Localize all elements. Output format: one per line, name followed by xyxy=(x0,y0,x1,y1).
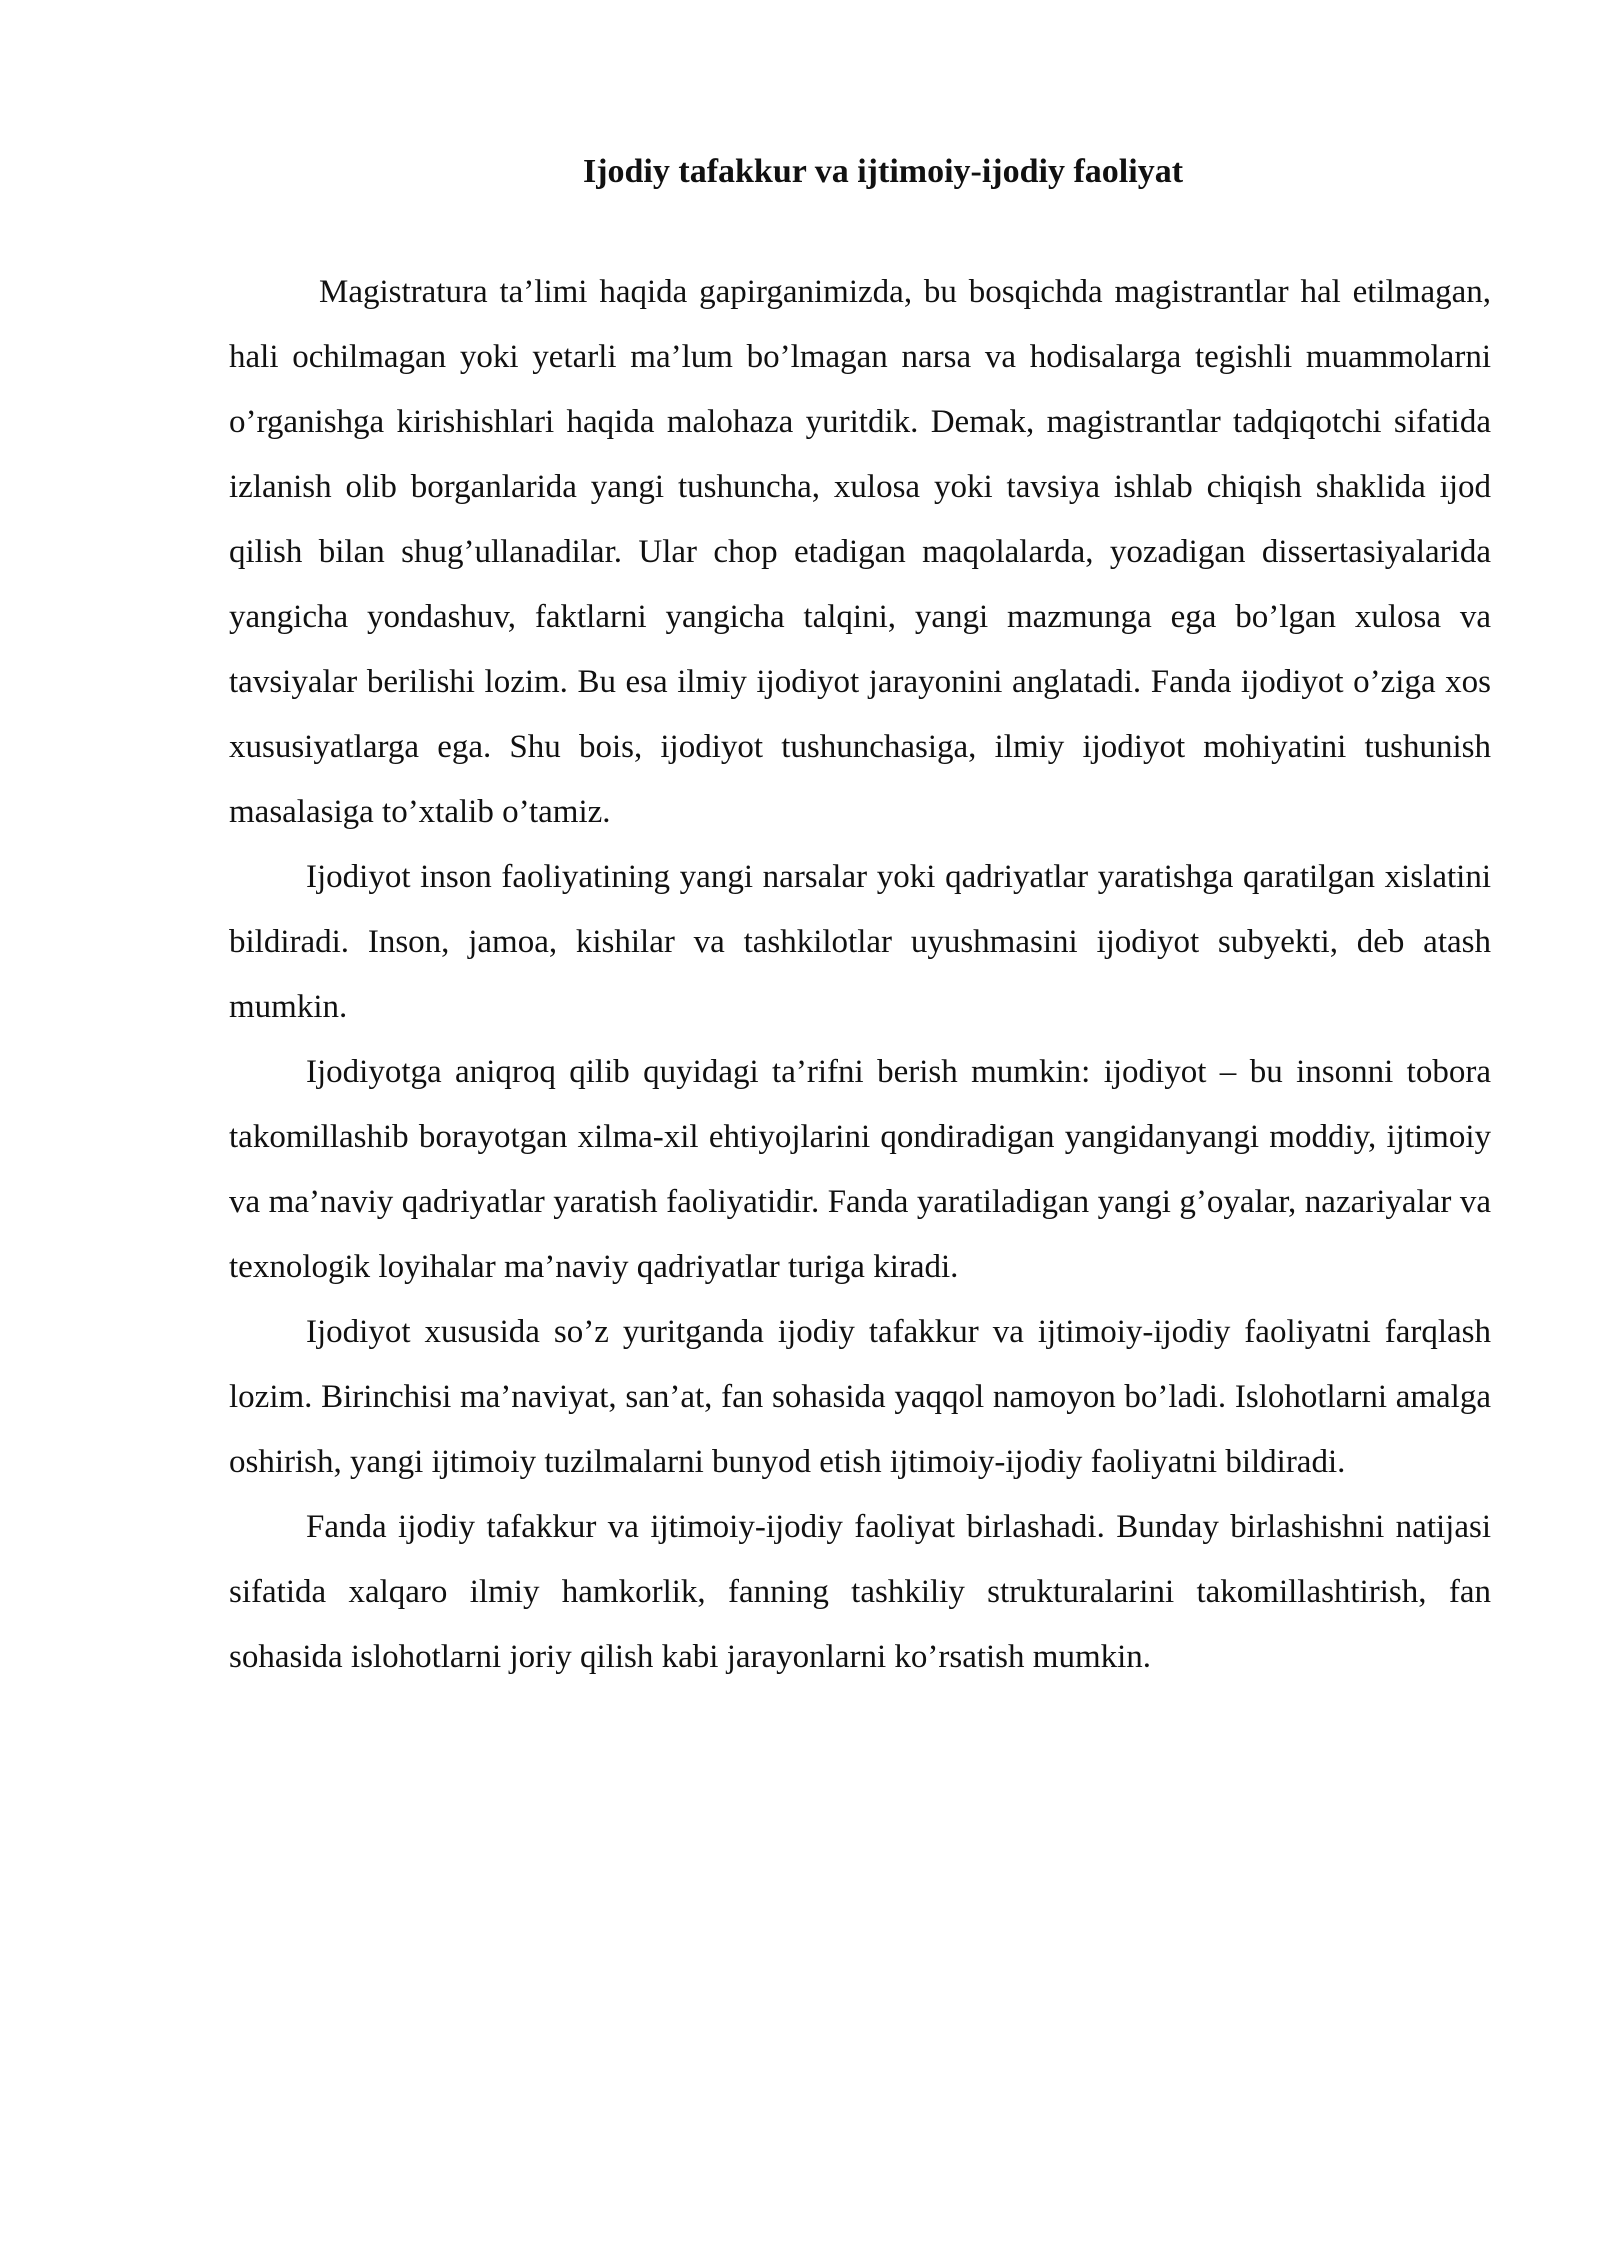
document-page xyxy=(229,150,1491,1690)
paragraph-1: Magistratura ta’limi haqida gapirganimizda, bu bosqichda magistrantlar hal etilmagan, hali ochilmagan yoki yetarli ma’lum bo’lmagan narsa va hodisalarga tegishli muammolarni o’rganishga kirishishlari haqida malohaza yuritdik. Demak, magistrantlar tadqiqotchi sifatida izlanish olib borganlarida yangi tushuncha, xulosa yoki tavsiya ishlab chiqish shaklida ijod qilish bilan shug’ullanadilar. Ular chop etadigan maqolalarda, yozadigan dissertasiyalarida yangicha yondashuv, faktlarni yangicha talqini, yangi mazmunga ega bo’lgan xulosa va tavsiyalar berilishi lozim. Bu esa ilmiy ijodiyot jarayonini anglatadi. Fanda ijodiyot o’ziga xos xususiyatlarga ega. Shu bois, ijodiyot tushunchasiga, ilmiy ijodiyot mohiyatini tushunish masalasiga to’xtalib o’tamiz. xyxy=(229,274,1491,830)
paragraph-5: Fanda ijodiy tafakkur va ijtimoiy-ijodiy faoliyat birlashadi. Bunday birlashishni natijasi sifatida xalqaro ilmiy hamkorlik, fanning tashkiliy strukturalarini takomillashtirish, fan sohasida islohotlarni joriy qilish kabi jarayonlarni ko’rsatish mumkin. xyxy=(229,1509,1491,1675)
paragraph-3: Ijodiyotga aniqroq qilib quyidagi ta’rifni berish mumkin: ijodiyot – bu insonni tobora takomillashib borayotgan xilma-xil ehtiyojlarini qondiradigan yangidanyangi moddiy, ijtimoiy va ma’naviy qadriyatlar yaratish faoliyatidir. Fanda yaratiladigan yangi g’oyalar, nazariyalar va texnologik loyihalar ma’naviy qadriyatlar turiga kiradi. xyxy=(229,1054,1491,1285)
paragraph-2: Ijodiyot inson faoliyatining yangi narsalar yoki qadriyatlar yaratishga qaratilgan xislatini bildiradi. Inson, jamoa, kishilar va tashkilotlar uyushmasini ijodiyot subyekti, deb atash mumkin. xyxy=(229,859,1491,1025)
document-title: Ijodiy tafakkur va ijtimoiy-ijodiy faoliyat xyxy=(582,153,1184,190)
paragraph-4: Ijodiyot xususida so’z yuritganda ijodiy tafakkur va ijtimoiy-ijodiy faoliyatni farqlash lozim. Birinchisi ma’naviyat, san’at, fan sohasida yaqqol namoyon bo’ladi. Islohotlarni amalga oshirish, yangi ijtimoiy tuzilmalarni bunyod etish ijtimoiy-ijodiy faoliyatni bildiradi. xyxy=(229,1314,1491,1480)
